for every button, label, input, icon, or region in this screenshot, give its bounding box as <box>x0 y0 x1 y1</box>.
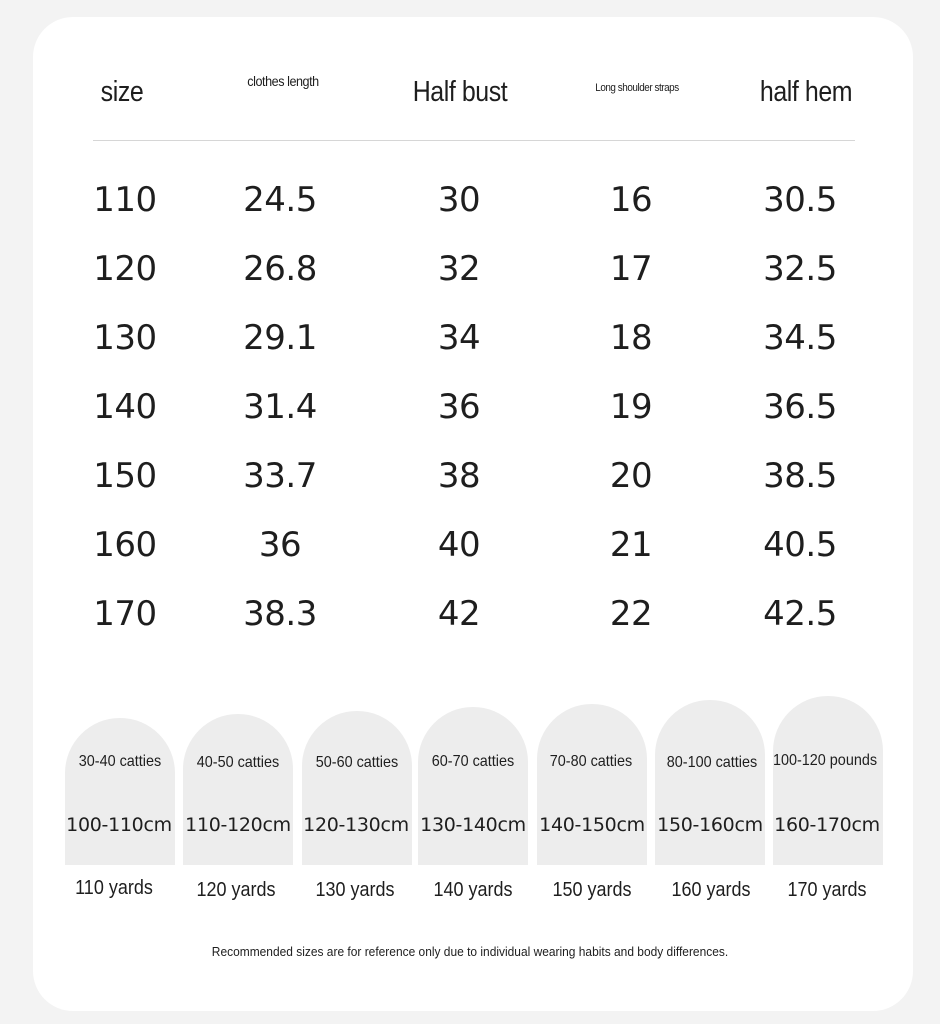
recommendation-arch <box>418 707 528 865</box>
recommendation-arch <box>65 718 175 865</box>
recommended-size: 120 yards <box>196 879 276 901</box>
table-cell: 40 <box>437 525 481 565</box>
recommendation-arch <box>183 714 293 865</box>
table-cell: 38 <box>437 456 481 496</box>
recommended-size: 150 yards <box>552 879 632 901</box>
header-clothes-length: clothes length <box>247 73 319 89</box>
recommendation-weight: 60-70 catties <box>431 753 515 770</box>
table-cell: 22 <box>609 594 653 634</box>
table-cell: 42.5 <box>763 594 837 634</box>
table-cell: 19 <box>609 387 653 427</box>
table-cell: 140 <box>93 387 157 427</box>
recommendation-arch <box>773 696 883 865</box>
table-cell: 16 <box>609 180 653 220</box>
recommendation-arch <box>302 711 412 865</box>
recommendation-height: 120-130cm <box>303 814 409 836</box>
table-cell: 120 <box>93 249 157 289</box>
header-half-hem: half hem <box>759 76 853 108</box>
table-cell: 32 <box>437 249 481 289</box>
recommendation-arch <box>537 704 647 865</box>
recommendation-height: 100-110cm <box>66 814 172 836</box>
table-cell: 18 <box>609 318 653 358</box>
table-cell: 42 <box>437 594 481 634</box>
recommended-size: 160 yards <box>671 879 751 901</box>
table-cell: 29.1 <box>243 318 317 358</box>
header-half-bust: Half bust <box>412 76 508 108</box>
recommendation-height: 140-150cm <box>539 814 645 836</box>
recommendation-weight: 80-100 catties <box>666 754 758 771</box>
header-size: size <box>100 76 144 108</box>
table-cell: 17 <box>609 249 653 289</box>
recommended-size: 130 yards <box>315 879 395 901</box>
table-cell: 36 <box>258 525 302 565</box>
table-cell: 34.5 <box>763 318 837 358</box>
footer-note: Recommended sizes are for reference only due to individual wearing habits and body differences. <box>211 944 729 959</box>
recommendation-weight: 70-80 catties <box>549 753 633 770</box>
table-cell: 38.5 <box>763 456 837 496</box>
table-cell: 32.5 <box>763 249 837 289</box>
table-cell: 30.5 <box>763 180 837 220</box>
recommendation-weight: 100-120 pounds <box>772 752 878 769</box>
table-cell: 150 <box>93 456 157 496</box>
table-cell: 30 <box>437 180 481 220</box>
table-cell: 24.5 <box>243 180 317 220</box>
table-cell: 40.5 <box>763 525 837 565</box>
recommendation-height: 130-140cm <box>420 814 526 836</box>
table-cell: 36 <box>437 387 481 427</box>
table-cell: 34 <box>437 318 481 358</box>
recommendation-weight: 40-50 catties <box>196 754 280 771</box>
header-divider <box>93 140 855 141</box>
table-cell: 33.7 <box>243 456 317 496</box>
recommendation-height: 150-160cm <box>657 814 763 836</box>
recommended-size: 140 yards <box>433 879 513 901</box>
table-cell: 26.8 <box>243 249 317 289</box>
recommendation-arch <box>655 700 765 865</box>
table-cell: 21 <box>609 525 653 565</box>
table-cell: 36.5 <box>763 387 837 427</box>
recommendation-weight: 50-60 catties <box>315 754 399 771</box>
table-cell: 170 <box>93 594 157 634</box>
table-cell: 20 <box>609 456 653 496</box>
table-cell: 130 <box>93 318 157 358</box>
header-long-shoulder-straps: Long shoulder straps <box>595 82 679 94</box>
table-cell: 110 <box>93 180 157 220</box>
recommendation-height: 110-120cm <box>185 814 291 836</box>
recommendation-weight: 30-40 catties <box>78 753 162 770</box>
table-cell: 160 <box>93 525 157 565</box>
recommended-size: 110 yards <box>75 877 153 899</box>
table-cell: 31.4 <box>243 387 317 427</box>
table-cell: 38.3 <box>243 594 317 634</box>
recommended-size: 170 yards <box>787 879 867 901</box>
recommendation-height: 160-170cm <box>774 814 880 836</box>
